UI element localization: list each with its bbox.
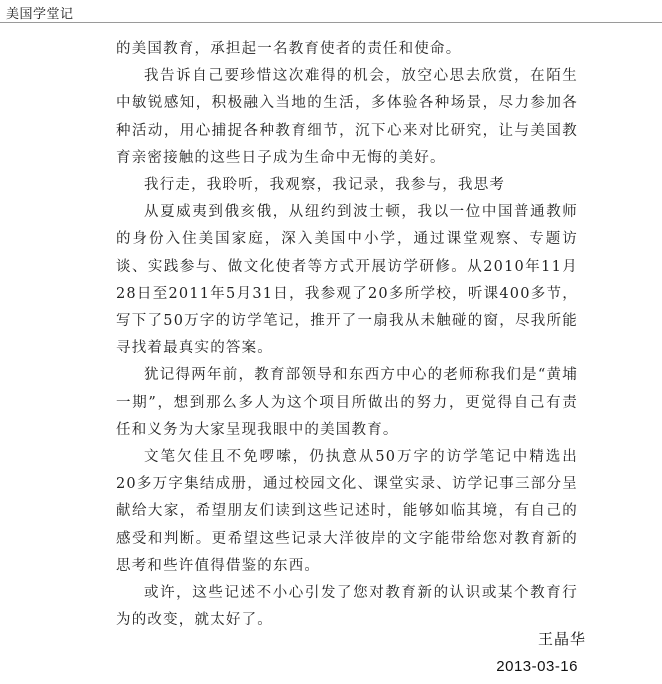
paragraph-closing: 或许，这些记述不小心引发了您对教育新的认识或某个教育行为的改变，就太好了。	[116, 585, 578, 629]
header-divider	[0, 22, 662, 23]
paragraph-journey: 从夏威夷到俄亥俄，从纽约到波士顿，我以一位中国普通教师的身份入住美国家庭，深入美国中小学，通过课堂观察、专题访谈、实践参与、做文化使者等方式开展访学研修。从2010年11月28日至2011年5月31日，我参观了20多所学校，听课400多节，写下了50万字的访学笔记，推开了一扇我从未触碰的窗，尽我所能寻找着最真实的答案。	[116, 204, 578, 357]
page-header	[0, 0, 662, 22]
paragraph-book-compilation: 文笔欠佳且不免啰嗦，仍执意从50万字的访学笔记中精选出20多万字集结成册，通过校园文化、课堂实录、访学记事三部分呈献给大家，希望朋友们读到这些记述时，能够如临其境，有自己的感受和判断。更希望这些记录大洋彼岸的文字能带给您对教育新的思考和些许值得借鉴的东西。	[116, 449, 578, 574]
author-signature: 王晶华	[537, 630, 586, 648]
paragraph-motto: 我行走，我聆听，我观察，我记录，我参与，我思考	[144, 177, 506, 194]
paragraph-cherish-opportunity: 我告诉自己要珍惜这次难得的机会，放空心思去欣赏，在陌生中敏锐感知，积极融入当地的生活，多体验各种场景，尽力参加各种活动，用心捕捉各种教育细节，沉下心来对比研究，让与美国教育亲密接触的这些日子成为生命中无悔的美好。	[116, 68, 578, 166]
running-head-title: 美国学堂记	[6, 7, 74, 22]
preface-body	[116, 36, 578, 634]
paragraph-huangpu: 犹记得两年前，教育部领导和东西方中心的老师称我们是“黄埔一期”，想到那么多人为这个项目所做出的努力，更觉得自己有责任和义务为大家呈现我眼中的美国教育。	[116, 367, 578, 438]
paragraph-continuation: 的美国教育，承担起一名教育使者的责任和使命。	[116, 41, 462, 57]
signature-date: 2013-03-16	[496, 658, 578, 675]
